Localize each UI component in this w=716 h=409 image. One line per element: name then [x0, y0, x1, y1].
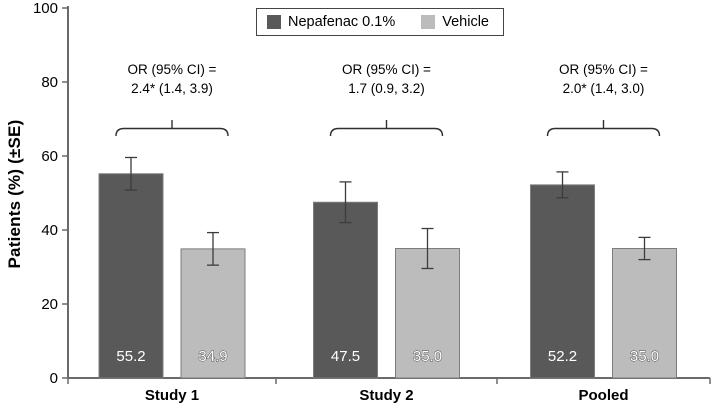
brace [548, 129, 660, 137]
x-category-label: Study 1 [144, 387, 200, 404]
x-category-label: Study 2 [359, 387, 414, 404]
bar-value-label: 52.2 [547, 348, 578, 365]
bar-value-label: 55.2 [116, 348, 146, 365]
brace [331, 129, 443, 137]
or-annotation-line2: 1.7 (0.9, 3.2) [348, 81, 425, 96]
chart-legend [256, 8, 504, 36]
y-tick-label: 80 [41, 74, 58, 91]
legend-label-vehicle: Vehicle [442, 14, 489, 30]
or-annotation-line1: OR (95% CI) = [559, 62, 648, 77]
y-tick-label: 60 [41, 148, 58, 165]
bar-value-label: 34.9 [198, 348, 228, 365]
y-tick-label: 0 [49, 370, 58, 387]
bar-value-label: 35.0 [412, 348, 443, 365]
y-tick-label: 100 [32, 0, 58, 17]
or-annotation-line2: 2.4* (1.4, 3.9) [131, 81, 213, 96]
legend-swatch-nepafenac [267, 15, 281, 29]
bar-value-label: 35.0 [629, 348, 660, 365]
y-tick-label: 20 [41, 296, 58, 313]
legend-label-nepafenac: Nepafenac 0.1% [288, 14, 396, 30]
or-annotation-line1: OR (95% CI) = [342, 62, 431, 77]
y-axis-title: Patients (%) (±SE) [5, 119, 24, 269]
x-category-label: Pooled [578, 387, 629, 404]
y-tick-label: 40 [41, 222, 58, 239]
or-annotation-line2: 2.0* (1.4, 3.0) [562, 81, 645, 96]
bar-value-label: 47.5 [330, 348, 361, 365]
legend-item-nepafenac [267, 14, 395, 30]
legend-item-vehicle [421, 14, 489, 30]
brace [116, 129, 228, 137]
or-annotation-line1: OR (95% CI) = [127, 62, 217, 77]
legend-swatch-vehicle [421, 15, 435, 29]
